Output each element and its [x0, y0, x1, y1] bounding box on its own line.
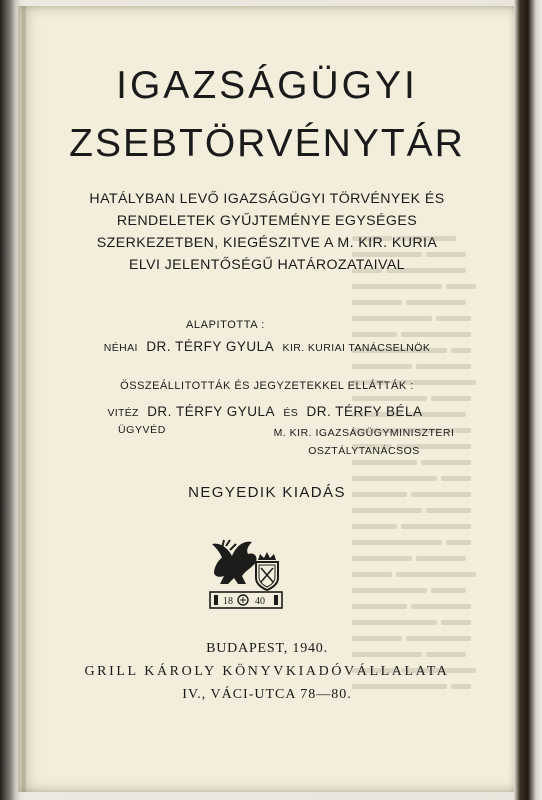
subtitle-line-3: SZERKEZETBEN, KIEGÉSZITVE A M. KIR. KURIA	[96, 235, 438, 251]
logo-year-left: 18	[223, 596, 233, 607]
author-conjunction: ÉS	[283, 407, 299, 419]
founded-label: ALAPITOTTA :	[186, 319, 265, 331]
authors-line	[18, 403, 516, 421]
edition: NEGYEDIK KIADÁS	[188, 484, 346, 501]
subtitle-line-4: ELVI JELENTŐSÉGŰ HATÁROZATAIVAL	[129, 257, 405, 273]
compiled-label: ÖSSZEÁLLITOTTÁK ÉS JEGYZETEKKEL ELLÁTTÁK :	[120, 380, 414, 392]
founder-name: DR. TÉRFY GYULA	[146, 339, 275, 354]
subtitle-line-2: RENDELETEK GYŰJTEMÉNYE EGYSÉGES	[116, 213, 418, 229]
subtitle-line-1: HATÁLYBAN LEVŐ IGAZSÁGÜGYI TÖRVÉNYEK ÉS	[89, 191, 445, 207]
publisher-emblem-icon	[206, 532, 286, 610]
founder-prefix: NÉHAI	[103, 342, 138, 354]
show-through-text	[352, 230, 502, 700]
author-prefix: VITÉZ	[107, 407, 139, 419]
title-line-1: IGAZSÁGÜGYI	[116, 64, 418, 107]
imprint-address: IV., VÁCI-UTCA 78—80.	[182, 687, 352, 702]
author-1-name: DR. TÉRFY GYULA	[147, 404, 275, 419]
author-2-role-line-2: OSZTÁLYTANÁCSOS	[308, 445, 420, 457]
imprint-city-year: BUDAPEST, 1940.	[206, 641, 328, 656]
author-2-name: DR. TÉRFY BÉLA	[306, 404, 423, 419]
imprint-publisher: GRILL KÁROLY KÖNYVKIADÓVÁLLALATA	[84, 664, 450, 679]
title-line-2: ZSEBTÖRVÉNYTÁR	[69, 122, 465, 165]
author-2-role	[264, 424, 464, 460]
founder-title: KIR. KURIAI TANÁCSELNÖK	[282, 342, 431, 354]
author-1-role: ÜGYVÉD	[118, 424, 166, 436]
spine-shadow	[0, 0, 20, 800]
founder-line	[18, 338, 516, 356]
author-2-role-line-1: M. KIR. IGAZSÁGÜGYMINISZTERI	[273, 427, 455, 439]
logo-year-right: 40	[255, 596, 265, 607]
book-cover-edge	[514, 0, 542, 800]
